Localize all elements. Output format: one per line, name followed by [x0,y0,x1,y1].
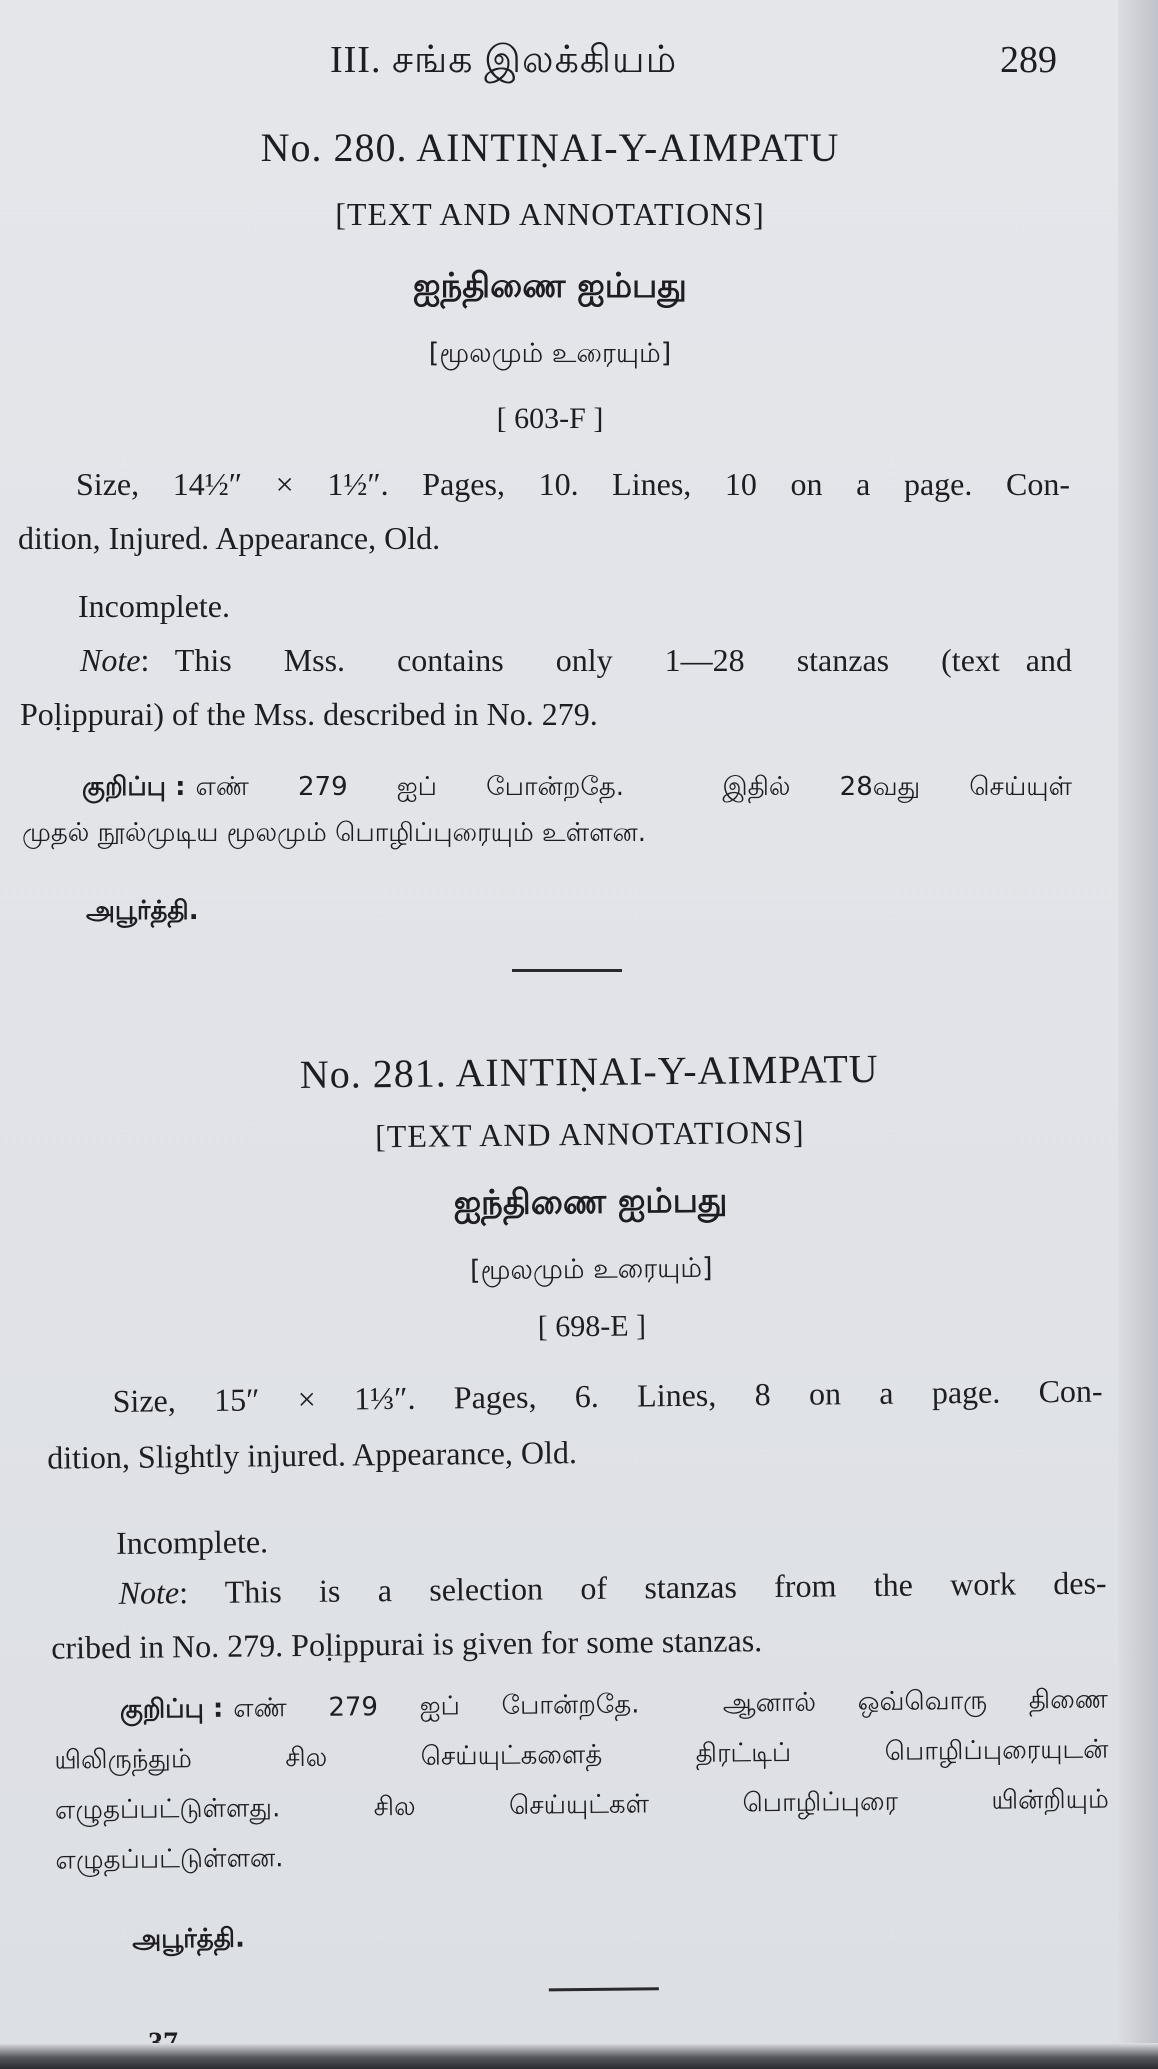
entry-title: No. 280. AINTIṆAI-Y-AIMPATU [260,125,840,170]
entry-title: No. 281. AINTIṆAI-Y-AIMPATU [299,1045,879,1097]
note-line-2: cribed in No. 279. Poḷippurai is given for some stanzas. [51,1622,763,1666]
tamil-note-line-1 [82,772,1072,805]
section-label: III. சங்க இலக்கியம் [330,39,678,81]
section-divider [512,969,622,972]
status-text: Incomplete. [115,1523,269,1561]
entry-tamil-title: ஐந்திணை ஐம்பது [413,266,687,306]
tamil-status: அபூர்த்தி. [132,1923,246,1955]
entry-tamil-subtitle: [மூலமும் உரையும்] [469,1252,713,1287]
tamil-status: அபூர்த்தி. [86,896,199,926]
running-header [0,30,1158,90]
tamil-note-line-4: எழுதப்பட்டுள்ளன. [55,1843,284,1876]
tamil-note-line-3: எழுதப்பட்டுள்ளது. சில செய்யுட்கள் பொழிப்புரை யின்றியும் [54,1784,1110,1826]
entry-tamil-title: ஐந்திணை ஐம்பது [453,1180,728,1224]
page-bottom-edge [0,2043,1158,2069]
tamil-note-text-1: எண் 279 ஐப் போன்றதே. ஆனால் ஒவ்வொரு திணை [233,1684,1108,1724]
book-spine-shadow [1118,0,1158,2069]
note-text-1: : This is a selection of stanzas from the work des- [178,1564,1107,1611]
description-line-2: dition, Slightly injured. Appearance, Old. [47,1434,578,1476]
entry-code: [ 603-F ] [496,402,604,435]
section-divider [549,1987,659,1991]
description-line-2: dition, Injured. Appearance, Old. [18,520,441,556]
note-line-1 [80,642,1072,679]
tamil-note-label: குறிப்பு : [119,1693,224,1725]
tamil-note-text-1: எண் 279 ஐப் போன்றதே. இதில் 28வது செய்யுள் [195,772,1072,802]
note-text-1: : This Mss. contains only 1—28 stanzas (text and [140,642,1072,678]
tamil-note-label: குறிப்பு : [82,772,186,802]
tamil-note-line-1 [120,1685,1108,1728]
tamil-note-line-2: யிலிருந்தும் சில செய்யுட்களைத் திரட்டிப் பொழிப்புரையுடன் [54,1734,1109,1776]
note-label: Note [118,1574,180,1611]
entry-subtitle: [TEXT AND ANNOTATIONS] [374,1113,805,1155]
note-label: Note [80,642,141,678]
description-line-1: Size, 14½″ × 1½″. Pages, 10. Lines, 10 on a page. Con- [76,466,1070,502]
entry-tamil-subtitle: [மூலமும் உரையும்] [428,338,672,369]
note-line-1 [118,1565,1106,1612]
note-line-2: Poḷippurai) of the Mss. described in No. 279. [20,696,598,732]
description-line-1: Size, 15″ × 1⅓″. Pages, 6. Lines, 8 on a page. Con- [112,1372,1103,1419]
status-text: Incomplete. [78,588,230,624]
entry-code: [ 698-E ] [537,1309,647,1344]
page-number: 289 [1000,39,1057,81]
entry-subtitle: [TEXT AND ANNOTATIONS] [335,196,765,232]
tamil-note-line-2: முதல் நூல்முடிய மூலமும் பொழிப்புரையும் உள்ளன. [22,818,647,848]
